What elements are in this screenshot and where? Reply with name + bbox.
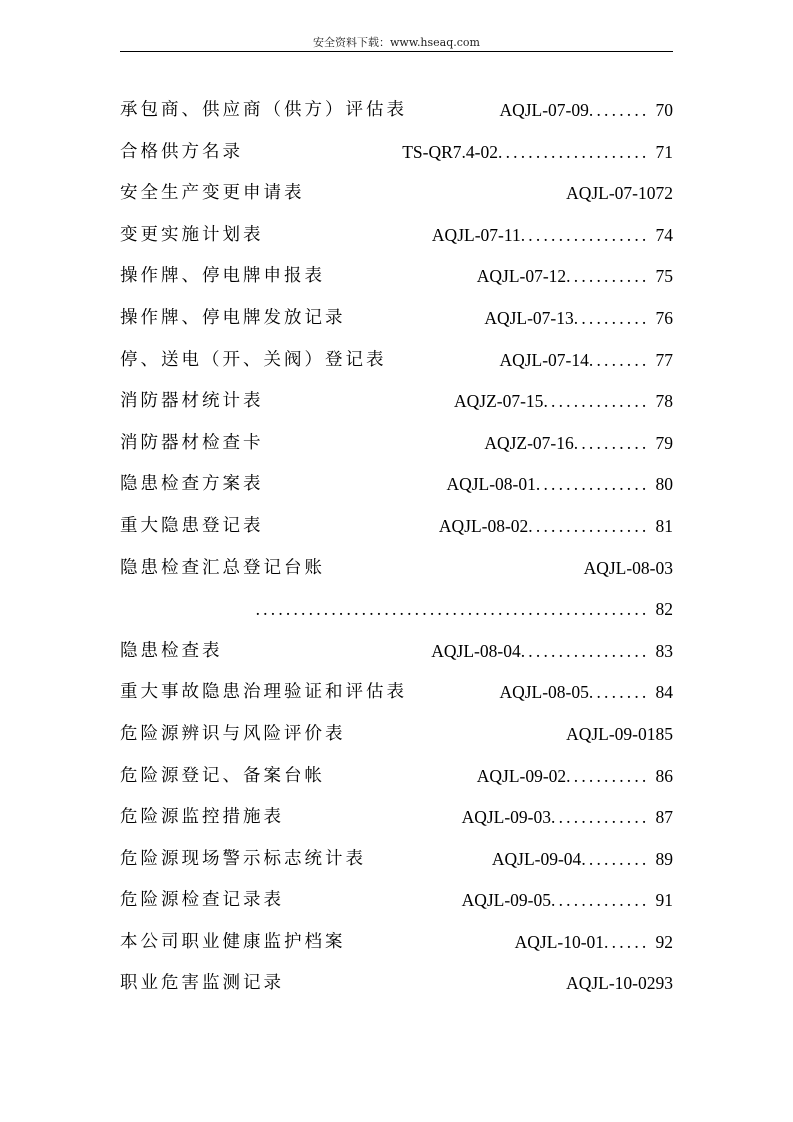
- toc-entry-leader-dots: .................: [520, 224, 650, 245]
- toc-entry-reference: [432, 215, 673, 257]
- toc-entry-code: TS-QR7.4-02: [402, 141, 498, 162]
- toc-entry-title: 隐患检查汇总登记台账: [120, 557, 325, 578]
- toc-entry-page-number: 91: [655, 890, 673, 911]
- toc-entry-reference: [566, 714, 673, 756]
- toc-entry-title: 危险源登记、备案台帐: [120, 765, 325, 786]
- toc-entry-code: AQJL-07-10: [566, 183, 656, 204]
- toc-entry-code: AQJZ-07-15: [454, 391, 544, 412]
- toc-entry-page-number: 86: [655, 765, 673, 786]
- toc-entry-reference: [446, 464, 673, 506]
- toc-entry-title: 安全生产变更申请表: [120, 183, 305, 204]
- toc-entry-code: AQJL-07-14: [499, 349, 589, 370]
- toc-entry-title: 危险源监控措施表: [120, 807, 284, 828]
- toc-entry-code: AQJL-07-11: [431, 224, 521, 245]
- toc-entry-leader-dots: ........: [588, 100, 650, 120]
- toc-entry-code: AQJL-08-05: [499, 682, 589, 703]
- toc-entry-page-number: 79: [655, 432, 673, 453]
- toc-entry-leader-dots: ....................................................: [255, 599, 650, 620]
- toc-entry-page-number: 80: [655, 474, 673, 495]
- toc-entry[interactable]: [120, 256, 673, 298]
- header-rule: [120, 51, 673, 52]
- toc-entry[interactable]: [120, 90, 673, 132]
- toc-entry-code: AQJL-08-01: [446, 474, 536, 495]
- toc-entry-title: 操作牌、停电牌发放记录: [120, 307, 346, 328]
- toc-entry-code: AQJL-08-03: [583, 557, 673, 578]
- toc-entry[interactable]: [120, 922, 673, 964]
- toc-entry[interactable]: [120, 381, 673, 423]
- toc-entry-reference: [439, 506, 673, 548]
- toc-entry[interactable]: [120, 132, 673, 174]
- toc-entry[interactable]: [120, 464, 673, 506]
- toc-entry[interactable]: [120, 839, 673, 881]
- toc-entry-reference: [477, 256, 673, 298]
- toc-entry-reference: [484, 423, 673, 465]
- toc-entry-title: 职业危害监测记录: [120, 973, 284, 994]
- toc-entry-reference: [515, 922, 673, 964]
- toc-entry-leader-dots: ...........: [566, 765, 650, 786]
- toc-entry[interactable]: [120, 298, 673, 340]
- toc-entry[interactable]: [120, 423, 673, 465]
- toc-entry-code: AQJZ-07-16: [484, 432, 574, 453]
- toc-entry-reference: [477, 756, 673, 798]
- toc-entry-title: 变更实施计划表: [120, 224, 264, 245]
- toc-entry[interactable]: [120, 756, 673, 798]
- toc-entry[interactable]: [120, 880, 673, 922]
- toc-entry[interactable]: [120, 589, 673, 631]
- toc-entry-page-number: 71: [655, 141, 673, 162]
- toc-entry-title: 操作牌、停电牌申报表: [120, 266, 325, 287]
- toc-entry-title: 危险源检查记录表: [120, 890, 284, 911]
- toc-entry-leader-dots: ...........: [566, 266, 650, 287]
- toc-entry-page-number: 70: [655, 100, 673, 120]
- toc-entry-title: 消防器材检查卡: [120, 432, 264, 453]
- toc-entry-reference: [462, 880, 673, 922]
- table-of-contents: [120, 90, 673, 1005]
- toc-entry-code: AQJL-07-12: [476, 266, 567, 287]
- toc-entry-title: 重大隐患登记表: [120, 515, 264, 536]
- toc-entry-page-number: 82: [655, 599, 673, 620]
- toc-entry-page-number: 81: [655, 515, 673, 536]
- toc-entry[interactable]: [120, 340, 673, 382]
- toc-entry-code: AQJL-09-03: [461, 807, 552, 828]
- toc-entry-reference: [431, 631, 673, 673]
- toc-entry-page-number: 72: [655, 183, 673, 204]
- toc-entry-leader-dots: ................: [528, 515, 650, 536]
- toc-entry-code: AQJL-09-04: [491, 848, 582, 869]
- toc-entry[interactable]: [120, 963, 673, 1005]
- toc-entry-code: AQJL-07-13: [484, 307, 574, 328]
- toc-entry-page-number: 78: [655, 391, 673, 412]
- toc-entry-leader-dots: .........: [581, 848, 650, 869]
- toc-entry-code: AQJL-08-04: [431, 640, 521, 661]
- toc-entry-reference: [484, 298, 673, 340]
- toc-entry-reference: [454, 381, 673, 423]
- toc-entry-leader-dots: ....................: [498, 141, 650, 162]
- toc-entry-page-number: 76: [655, 307, 673, 328]
- toc-entry-leader-dots: ........: [588, 682, 650, 703]
- toc-entry[interactable]: [120, 215, 673, 257]
- toc-entry-title: 承包商、供应商（供方）评估表: [120, 100, 407, 120]
- toc-entry-title: 重大事故隐患治理验证和评估表: [120, 682, 407, 703]
- toc-entry[interactable]: [120, 631, 673, 673]
- toc-entry-title: 本公司职业健康监护档案: [120, 931, 346, 952]
- toc-entry-page-number: 92: [655, 931, 673, 952]
- toc-entry[interactable]: [120, 506, 673, 548]
- toc-entry-reference: [584, 548, 673, 590]
- toc-entry-reference: [566, 963, 673, 1005]
- toc-entry-reference: [256, 589, 673, 631]
- toc-entry-code: AQJL-09-01: [566, 723, 656, 744]
- toc-entry-code: AQJL-09-05: [461, 890, 552, 911]
- toc-entry-leader-dots: ..............: [543, 391, 650, 412]
- toc-entry-page-number: 83: [655, 640, 673, 661]
- toc-entry[interactable]: [120, 797, 673, 839]
- toc-entry-page-number: 75: [655, 266, 673, 287]
- toc-entry-reference: [402, 132, 673, 174]
- toc-entry-title: 隐患检查方案表: [120, 474, 264, 495]
- toc-entry-title: 危险源现场警示标志统计表: [120, 848, 366, 869]
- toc-entry-page-number: 89: [655, 848, 673, 869]
- toc-entry-reference: [499, 90, 673, 132]
- toc-entry-title: 停、送电（开、关阀）登记表: [120, 349, 387, 370]
- toc-entry-page-number: 93: [655, 973, 673, 994]
- toc-entry-code: AQJL-10-01: [514, 931, 605, 952]
- page-header: 安全资料下载：www.hseaq.com: [313, 36, 480, 49]
- toc-entry-leader-dots: ......: [604, 931, 650, 952]
- toc-entry-title: 危险源辨识与风险评价表: [120, 723, 346, 744]
- toc-entry-leader-dots: ........: [588, 349, 650, 370]
- toc-entry-reference: [499, 340, 673, 382]
- toc-entry-page-number: 85: [655, 723, 673, 744]
- toc-entry[interactable]: [120, 548, 673, 590]
- toc-entry-title: 消防器材统计表: [120, 391, 264, 412]
- toc-entry-reference: [492, 839, 673, 881]
- toc-entry-code: AQJL-09-02: [476, 765, 567, 786]
- toc-entry-leader-dots: ..........: [573, 307, 650, 328]
- toc-entry-page-number: 74: [655, 224, 673, 245]
- toc-entry-title: 隐患检查表: [120, 640, 223, 661]
- toc-entry-page-number: 84: [655, 682, 673, 703]
- toc-entry[interactable]: [120, 672, 673, 714]
- toc-entry-leader-dots: ...............: [535, 474, 650, 495]
- toc-entry[interactable]: [120, 173, 673, 215]
- toc-entry-reference: [566, 173, 673, 215]
- toc-entry-page-number: 87: [655, 807, 673, 828]
- toc-entry-code: AQJL-07-09: [499, 100, 589, 120]
- toc-entry-reference: [499, 672, 673, 714]
- toc-entry-page-number: 77: [655, 349, 673, 370]
- toc-entry-reference: [462, 797, 673, 839]
- toc-entry-leader-dots: .............: [551, 807, 650, 828]
- toc-entry-leader-dots: .............: [551, 890, 650, 911]
- toc-entry-title: 合格供方名录: [120, 141, 243, 162]
- toc-entry-leader-dots: .................: [520, 640, 650, 661]
- toc-entry-code: AQJL-08-02: [438, 515, 529, 536]
- toc-entry[interactable]: [120, 714, 673, 756]
- toc-entry-leader-dots: ..........: [573, 432, 650, 453]
- toc-entry-code: AQJL-10-02: [566, 973, 656, 994]
